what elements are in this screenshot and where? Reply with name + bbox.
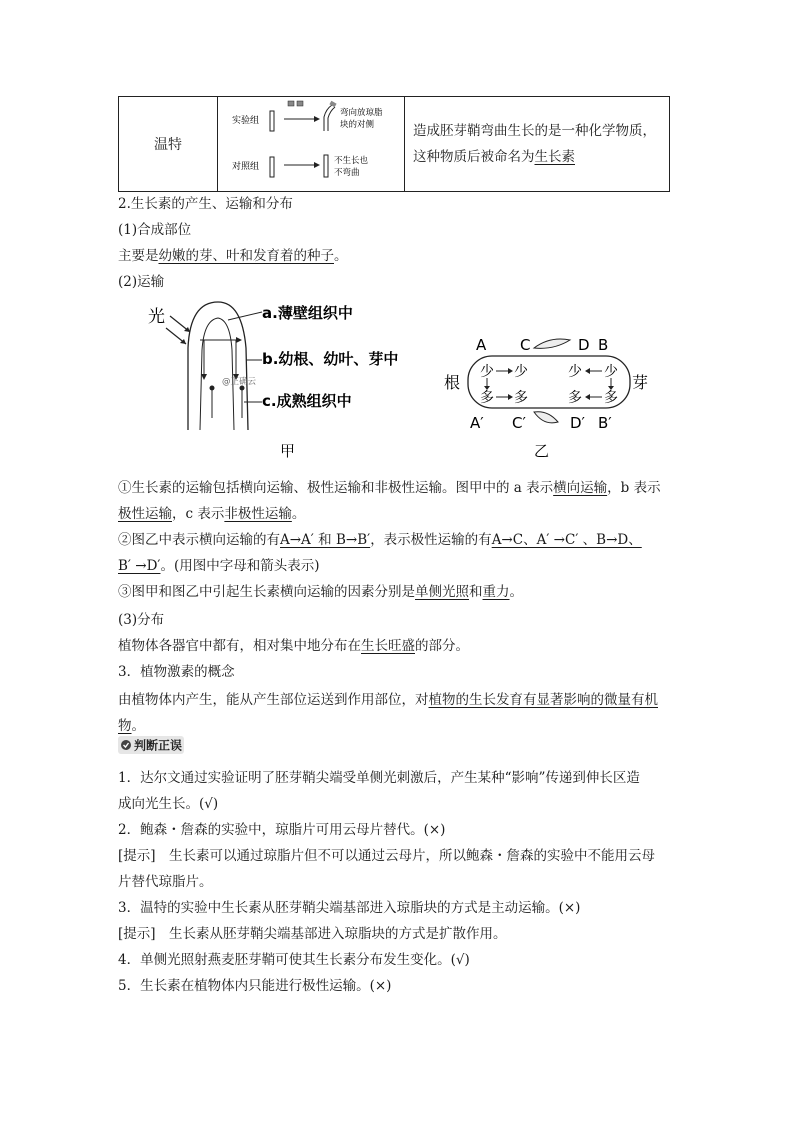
svg-text:多: 多: [480, 390, 494, 406]
svg-text:少: 少: [514, 364, 528, 380]
svg-text:少: 少: [480, 364, 494, 380]
coleoptile-shape: [270, 111, 274, 131]
label-a: a.薄壁组织中: [262, 304, 353, 322]
synthesis-text: 主要是幼嫩的芽、叶和发育着的种子。: [118, 248, 348, 264]
figure-yi: [440, 334, 650, 460]
answer-lateral-yi: A→A′ 和 B→B′: [280, 532, 371, 548]
para-transport-5: ③图甲和图乙中引起生长素横向运输的因素分别是单侧光照和重力。: [118, 584, 523, 600]
watermark: @正确云: [222, 377, 257, 387]
label-C2: C′: [512, 414, 526, 432]
answer-concept: 植物的生长发育有显著影响的微量有机: [428, 692, 658, 708]
label-B: B: [598, 336, 609, 354]
judge-q2: 2．鲍森・詹森的实验中，琼脂片可用云母片替代。(×): [118, 822, 446, 838]
para-transport-2: 极性运输，c 表示非极性运输。: [118, 506, 306, 522]
para-transport-4: B′ →D′。(用图中字母和箭头表示): [118, 558, 320, 574]
concept-text-2: 物。: [118, 718, 145, 734]
subsection-transport: (2)运输: [118, 274, 165, 290]
judge-q1-line1: 1．达尔文通过实验证明了胚芽鞘尖端受单侧光刺激后，产生某种“影响”传递到伸长区造: [118, 770, 640, 786]
ctrl-result-1: 不生长也: [334, 156, 369, 166]
experiment-table: [118, 96, 670, 192]
label-A: A: [476, 336, 487, 354]
svg-text:少: 少: [604, 364, 618, 380]
judge-q1-line2: 成向光生长。(√): [118, 796, 219, 812]
judge-q5: 5．生长素在植物体内只能进行极性运输。(×): [118, 978, 392, 994]
answer-synthesis-site: 幼嫩的芽、叶和发育着的种子: [158, 248, 334, 264]
caption-yi: 乙: [534, 442, 550, 460]
exp-result-2: 块的对侧: [340, 120, 375, 130]
arrow-head: [314, 162, 320, 168]
label-B2: B′: [598, 414, 612, 432]
judge-q3: 3．温特的实验中生长素从胚芽鞘尖端基部进入琼脂块的方式是主动运输。(×): [118, 900, 581, 916]
answer-gravity: 重力: [482, 584, 510, 600]
seed-shape-2: [534, 412, 558, 423]
bent-coleoptile-shape: [324, 105, 335, 131]
root-label: 根: [444, 373, 461, 392]
coleoptile-shape: [270, 157, 274, 177]
answer-lateral: 横向运输: [553, 480, 608, 496]
label-C: C: [520, 336, 531, 354]
bud-label: 芽: [632, 373, 649, 392]
distribution-text: 植物体各器官中都有，相对集中地分布在生长旺盛的部分。: [118, 638, 469, 654]
caption-jia: 甲: [280, 442, 296, 460]
arrow-head: [314, 116, 320, 122]
went-experiment-diagram: [218, 97, 404, 187]
exp-group-label: 实验组: [232, 116, 260, 126]
judge-h3: [提示] 生长素从胚芽鞘尖端基部进入琼脂块的方式是扩散作用。: [118, 926, 507, 942]
subsection-synthesis: (1)合成部位: [118, 222, 192, 238]
label-D: D: [578, 336, 590, 354]
answer-light: 单侧光照: [415, 584, 469, 600]
experiment-figure: [218, 97, 405, 192]
agar-block-shape: [288, 101, 294, 106]
conclusion-line-1: 造成胚芽鞘弯曲生长的是一种化学物质，: [413, 123, 656, 139]
judge-h2-line1: [提示] 生长素可以通过琼脂片但不可以通过云母片，所以鲍森・詹森的实验中不能用云母: [118, 848, 656, 864]
answer-polar-yi-2: B′ →D′: [118, 558, 161, 574]
answer-concept-2: 物: [118, 718, 132, 734]
section-3-heading: 3．植物激素的概念: [118, 664, 235, 680]
judge-badge: [118, 736, 184, 754]
page-content: [118, 96, 678, 994]
ctrl-result-2: 不弯曲: [334, 168, 360, 178]
coleoptile-outline: [188, 302, 248, 430]
figure-jia: [138, 298, 418, 460]
svg-text:多: 多: [514, 390, 528, 406]
judge-q4: 4．单侧光照射燕麦胚芽鞘可使其生长素分布发生变化。(√): [118, 952, 470, 968]
svg-text:少: 少: [568, 364, 582, 380]
label-D2: D′: [570, 414, 585, 432]
conclusion-line-2: 这种物质后被命名为生长素: [413, 149, 575, 165]
label-c: c.成熟组织中: [262, 392, 352, 410]
label-A2: A′: [470, 414, 484, 432]
straight-coleoptile-shape: [324, 155, 328, 177]
answer-distribution: 生长旺盛: [361, 638, 415, 654]
agar-block-shape: [297, 101, 303, 106]
concept-text-1: 由植物体内产生，能从产生部位运送到作用部位，对植物的生长发育有显著影响的微量有机: [118, 692, 658, 708]
check-icon: [121, 740, 131, 750]
para-transport-1: ①生长素的运输包括横向运输、极性运输和非极性运输。图甲中的 a 表示横向运输，b 表示: [118, 480, 661, 496]
badge-label: 判断正误: [134, 738, 183, 753]
answer-polar: 极性运输: [118, 506, 172, 522]
para-transport-3: ②图乙中表示横向运输的有A→A′ 和 B→B′，表示极性运输的有A→C、A′ →C′ 、B→D、: [118, 532, 642, 548]
subsection-distribution: (3)分布: [118, 612, 165, 628]
label-b: b.幼根、幼叶、芽中: [262, 350, 399, 368]
light-label: 光: [148, 307, 165, 327]
seed-shape: [534, 339, 570, 348]
judge-h2-line2: 片替代琼脂片。: [118, 874, 213, 890]
svg-text:多: 多: [568, 390, 582, 406]
conclusion-cell: [405, 97, 670, 192]
answer-auxin: 生长素: [534, 149, 575, 165]
scientist-name: 温特: [119, 97, 218, 192]
answer-polar-yi: A→C、A′ →C′ 、B→D、: [491, 532, 642, 548]
ctrl-group-label: 对照组: [232, 162, 260, 172]
section-2-heading: 2.生长素的产生、运输和分布: [118, 196, 293, 212]
answer-nonpolar: 非极性运输: [224, 506, 292, 522]
svg-text:多: 多: [604, 390, 618, 406]
exp-result-1: 弯向放琼脂: [340, 108, 383, 118]
